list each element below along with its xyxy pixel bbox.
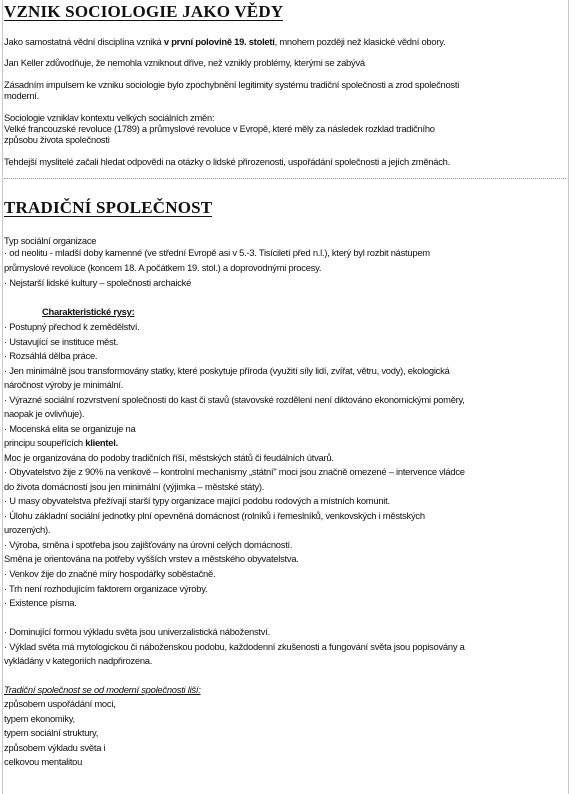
list-item: typem ekonomiky, [4, 713, 75, 724]
paragraph-impuls-line1: Zásadním impulsem ke vzniku sociologie bylo zpochybnění legitimity systému tradiční společnosti a zrod společnosti [4, 79, 460, 90]
bullet-line: · Ustavující se instituce měst. [4, 336, 119, 347]
text-line: Směna je orientována na potřeby vyšších vrstev a městského obyvatelstva. [4, 553, 299, 564]
paragraph-zmeny-line1: Sociologie vzniklav kontextu velkých sociálních změn: [4, 112, 215, 123]
bullet-line: · Existence písma. [4, 597, 77, 608]
bullet-line: · Postupný přechod k zemědělství. [4, 321, 140, 332]
section-separator [4, 178, 566, 179]
page-left-border [2, 0, 3, 794]
bold-phrase: klientel. [85, 437, 118, 448]
paragraph-text: principu soupeřících [4, 437, 86, 448]
bullet-line: · Rozsáhlá dělba práce. [4, 350, 98, 361]
subheading-traits: Charakteristické rysy: [42, 306, 135, 317]
text-line: Moc je organizována do podoby tradičních říší, městských států či feudálních útvarů. [4, 452, 334, 463]
text-line: do života domácností jsou jen minimální (výjimka – městské státy). [4, 481, 265, 492]
list-item: způsobem výkladu světa i [4, 742, 106, 753]
bullet-line: · Obyvatelstvo žije z 90% na venkově – kontrolní mechanismy „státní" moci jsou značně omezené – intervence vládce [4, 466, 465, 477]
list-item: způsobem uspořádání moci, [4, 698, 116, 709]
bullet-line: · Výroba, směna i spotřeba jsou zajišťovány na úrovni celých domácností. [4, 539, 293, 550]
text-line: náročnost výroby je minimální. [4, 379, 124, 390]
paragraph-impuls-line2: moderní. [4, 90, 39, 101]
paragraph-intro [4, 36, 566, 47]
text-line: průmyslové revoluce (koncem 18. A počátkem 19. stol.) a doprovodnými procesy. [4, 262, 322, 273]
bullet-line: · Výklad světa má mytologickou či náboženskou podobu, každodenní zkušenosti a fungování světa jsou popisovány a [4, 641, 465, 652]
list-item: typem sociální struktury, [4, 727, 99, 738]
page-right-border [568, 0, 569, 794]
bullet-line: · U masy obyvatelstva přežívají starší typy organizace mající podobu rodových a místních komunit. [4, 495, 390, 506]
bullet-line: · Venkov žije do značné míry hospodářky soběstačně. [4, 568, 216, 579]
bullet-line: · Jen minimálně jsou transformovány statky, které poskytuje příroda (využití síly lidí, zvířat, větru, vody), ekologická [4, 365, 450, 376]
text-line: naopak je ovlivňuje). [4, 408, 85, 419]
text-line: vykládány v kategoriích nadpřirozena. [4, 655, 153, 666]
text-line: urozených). [4, 524, 51, 535]
bullet-line: · Trh není rozhodujícím faktorem organizace výroby. [4, 583, 208, 594]
section-heading-tradicni: TRADIČNÍ SPOLEČNOST [4, 198, 213, 217]
text-line [4, 437, 566, 448]
section-heading-vznik: VZNIK SOCIOLOGIE JAKO VĚDY [4, 2, 284, 21]
bold-phrase: v první polovině 19. století [163, 36, 275, 47]
list-item: celkovou mentalitou [4, 756, 83, 767]
paragraph-keller: Jan Keller zdůvodňuje, že nemohla vzniknout dříve, než vznikly problémy, kterými se zabývá [4, 57, 365, 68]
paragraph-zmeny-line2: Velké francouzské revoluce (1789) a průmyslové revoluce v Evropě, které měly za následek rozklad tradičního [4, 123, 435, 134]
text-line: Typ sociální organizace [4, 235, 97, 246]
paragraph-myslitele: Tehdejší myslitelé začali hledat odpovědi na otázky o lidské přirozenosti, uspořádání společnosti a jejích změnách. [4, 156, 450, 167]
bullet-line: · Mocenská elita se organizuje na [4, 423, 136, 434]
subheading-differences: Tradiční společnost se od moderní společnosti liší: [4, 684, 201, 695]
bullet-line: · Úlohu základní sociální jednotky plní opevněná domácnost (rolníků i řemeslníků, venkovských i městských [4, 510, 425, 521]
paragraph-zmeny-line3: způsobu života společnosti [4, 134, 110, 145]
paragraph-text: , mnohem později než klasické vědní obory. [274, 36, 446, 47]
bullet-line: · od neolitu - mladší doby kamenné (ve střední Evropě asi v 5.-3. Tisíciletí před n.l.), který byl rozbit nástupem [4, 247, 430, 258]
bullet-line: · Dominující formou výkladu světa jsou univerzalistická náboženství. [4, 626, 270, 637]
bullet-line: · Výrazné sociální rozvrstvení společnosti do kast či stavů (stavovské rozdělení není diktováno ekonomickými poměry, [4, 394, 465, 405]
paragraph-text: Jako samostatná vědní disciplína vzniká [4, 36, 164, 47]
bullet-line: · Nejstarší lidské kultury – společnosti archaické [4, 277, 192, 288]
